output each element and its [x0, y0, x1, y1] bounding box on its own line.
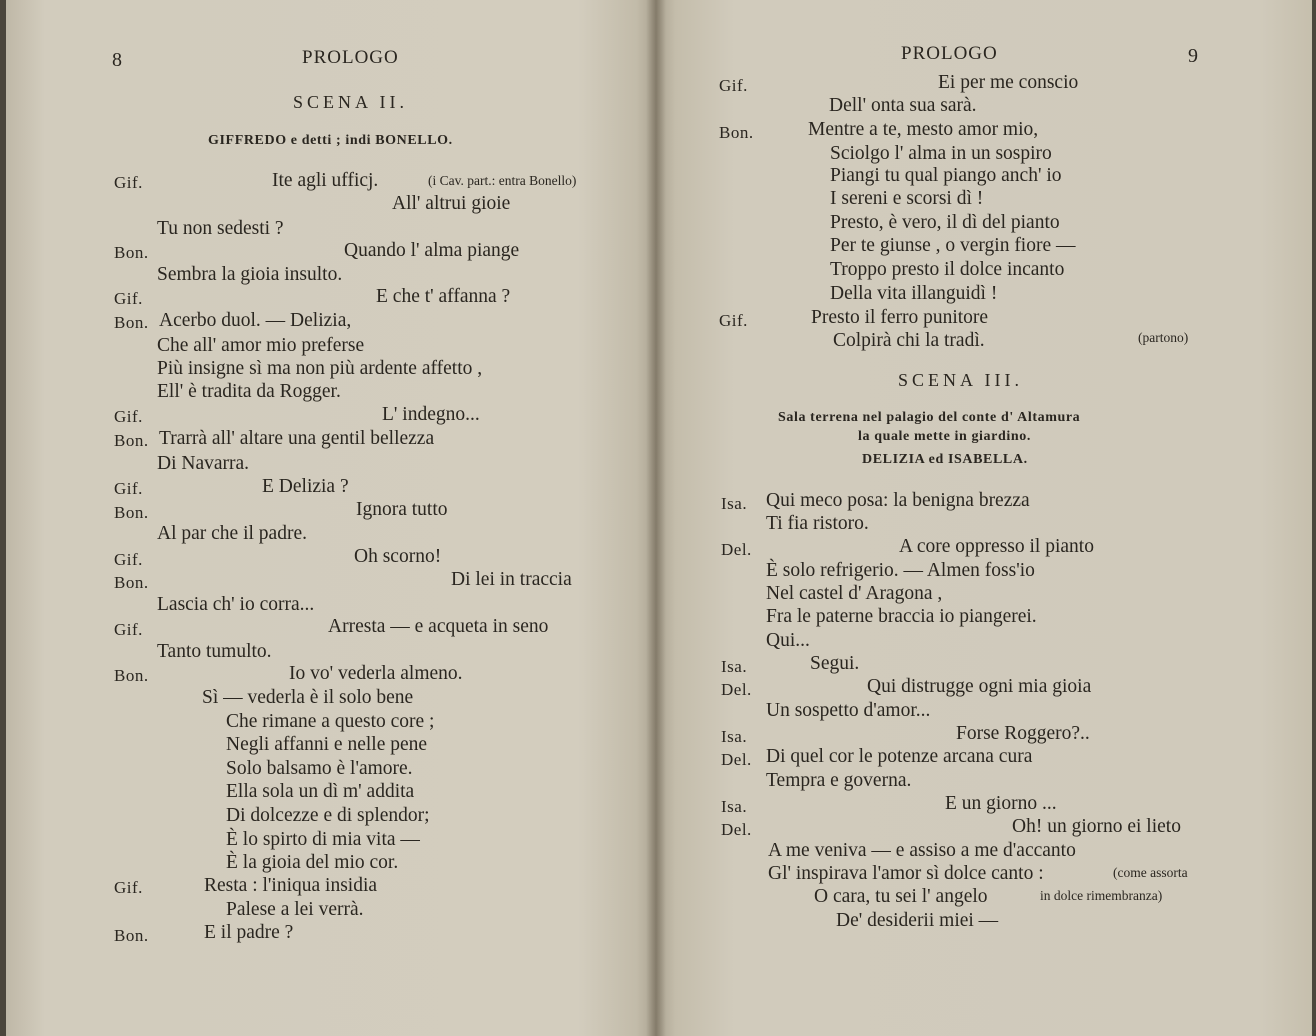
- verse-line: Trarrà all' altare una gentil bellezza: [159, 428, 435, 449]
- verse-line: Più insigne sì ma non più ardente affetto ,: [157, 358, 483, 379]
- speaker: Bon.: [719, 123, 754, 142]
- verse-line: Qui...: [766, 630, 810, 651]
- verse-line: Nel castel d' Aragona ,: [766, 583, 943, 604]
- speaker: Isa.: [721, 797, 748, 816]
- verse-line: Forse Roggero?..: [956, 723, 1090, 744]
- verse-line: Troppo presto il dolce incanto: [830, 259, 1065, 280]
- speaker: Gif.: [114, 407, 143, 426]
- verse-line: Acerbo duol. — Delizia,: [159, 310, 352, 331]
- speaker: Gif.: [719, 311, 748, 330]
- characters-heading: GIFFREDO e detti ; indi BONELLO.: [208, 133, 453, 148]
- verse-line: Presto il ferro punitore: [811, 307, 989, 328]
- speaker: Gif.: [114, 289, 143, 308]
- speaker: Gif.: [114, 550, 143, 569]
- scene-title: SCENA II.: [293, 92, 409, 112]
- verse-line: A core oppresso il pianto: [899, 536, 1094, 557]
- setting-line: la quale mette in giardino.: [858, 429, 1031, 444]
- verse-line: Della vita illanguidì !: [830, 283, 998, 304]
- verse-line: Negli affanni e nelle pene: [226, 734, 428, 755]
- verse-line: Tu non sedesti ?: [157, 218, 284, 239]
- verse-line: Qui distrugge ogni mia gioia: [867, 676, 1092, 697]
- verse-line: Di Navarra.: [157, 453, 250, 474]
- verse-line: Solo balsamo è l'amore.: [226, 758, 413, 779]
- speaker: Gif.: [719, 76, 748, 95]
- verse-line: Gl' inspirava l'amor sì dolce canto :: [768, 863, 1044, 884]
- verse-line: L' indegno...: [382, 404, 480, 425]
- verse-line: Che rimane a questo core ;: [226, 711, 435, 732]
- verse-line: Ite agli ufficj.: [272, 170, 379, 191]
- verse-line: È la gioia del mio cor.: [226, 852, 399, 873]
- setting-line: Sala terrena nel palagio del conte d' Altamura: [778, 410, 1081, 425]
- verse-line: I sereni e scorsi dì !: [830, 188, 984, 209]
- speaker: Del.: [721, 820, 752, 839]
- verse-line: Io vo' vederla almeno.: [289, 663, 463, 684]
- verse-line: Lascia ch' io corra...: [157, 594, 315, 615]
- speaker: Gif.: [114, 878, 143, 897]
- speaker: Gif.: [114, 479, 143, 498]
- speaker: Gif.: [114, 620, 143, 639]
- left-page: [6, 0, 656, 1036]
- verse-line: A me veniva — e assiso a me d'accanto: [768, 840, 1076, 861]
- page-number: 8: [112, 49, 122, 71]
- verse-line: Oh! un giorno ei lieto: [1012, 816, 1181, 837]
- speaker: Isa.: [721, 657, 748, 676]
- speaker: Del.: [721, 540, 752, 559]
- verse-line: Sciolgo l' alma in un sospiro: [830, 143, 1052, 164]
- right-page: [656, 0, 1312, 1036]
- verse-line: Di dolcezze e di splendor;: [226, 805, 430, 826]
- stage-direction: (i Cav. part.: entra Bonello): [428, 173, 577, 188]
- verse-line: Fra le paterne braccia io piangerei.: [766, 606, 1037, 627]
- speaker: Bon.: [114, 431, 149, 450]
- verse-line: Tanto tumulto.: [157, 641, 272, 662]
- verse-line: Colpirà chi la tradì.: [833, 330, 985, 351]
- book-gutter: [646, 0, 666, 1036]
- verse-line: Palese a lei verrà.: [226, 899, 364, 920]
- verse-line: Arresta — e acqueta in seno: [328, 616, 549, 637]
- verse-line: Per te giunse , o vergin fiore —: [830, 235, 1076, 256]
- verse-line: Qui meco posa: la benigna brezza: [766, 490, 1030, 511]
- verse-line: Tempra e governa.: [766, 770, 912, 791]
- verse-line: Quando l' alma piange: [344, 240, 520, 261]
- verse-line: Ignora tutto: [356, 499, 448, 520]
- verse-line: E il padre ?: [204, 922, 294, 943]
- verse-line: Di lei in traccia: [451, 569, 572, 590]
- characters-heading: DELIZIA ed ISABELLA.: [862, 452, 1028, 467]
- verse-line: Dell' onta sua sarà.: [829, 95, 977, 116]
- verse-line: Oh scorno!: [354, 546, 442, 567]
- speaker: Del.: [721, 680, 752, 699]
- running-head: PROLOGO: [302, 47, 399, 68]
- verse-line: Sì — vederla è il solo bene: [202, 687, 414, 708]
- speaker: Bon.: [114, 573, 149, 592]
- speaker: Bon.: [114, 313, 149, 332]
- speaker: Del.: [721, 750, 752, 769]
- verse-line: All' altrui gioie: [392, 193, 511, 214]
- running-head: PROLOGO: [901, 43, 998, 64]
- verse-line: Un sospetto d'amor...: [766, 700, 931, 721]
- speaker: Isa.: [721, 727, 748, 746]
- verse-line: Che all' amor mio preferse: [157, 335, 365, 356]
- page-number: 9: [1188, 45, 1198, 67]
- verse-line: Sembra la gioia insulto.: [157, 264, 343, 285]
- verse-line: Segui.: [810, 653, 860, 674]
- verse-line: E Delizia ?: [262, 476, 349, 497]
- speaker: Bon.: [114, 243, 149, 262]
- verse-line: Ell' è tradita da Rogger.: [157, 381, 341, 402]
- verse-line: E che t' affanna ?: [376, 286, 511, 307]
- verse-line: O cara, tu sei l' angelo: [814, 886, 988, 907]
- verse-line: Piangi tu qual piango anch' io: [830, 165, 1062, 186]
- verse-line: De' desiderii miei —: [836, 910, 999, 931]
- speaker: Bon.: [114, 926, 149, 945]
- verse-line: È lo spirto di mia vita —: [226, 829, 420, 850]
- verse-line: Ella sola un dì m' addita: [226, 781, 415, 802]
- speaker: Bon.: [114, 503, 149, 522]
- verse-line: E un giorno ...: [945, 793, 1057, 814]
- verse-line: Di quel cor le potenze arcana cura: [766, 746, 1033, 767]
- verse-line: Mentre a te, mesto amor mio,: [808, 119, 1039, 140]
- stage-direction: (partono): [1138, 330, 1189, 345]
- verse-line: È solo refrigerio. — Almen foss'io: [766, 560, 1035, 581]
- verse-line: Resta : l'iniqua insidia: [204, 875, 378, 896]
- verse-line: Al par che il padre.: [157, 523, 307, 544]
- verse-line: Presto, è vero, il dì del pianto: [830, 212, 1060, 233]
- speaker: Gif.: [114, 173, 143, 192]
- speaker: Bon.: [114, 666, 149, 685]
- speaker: Isa.: [721, 494, 748, 513]
- verse-line: Ti fia ristoro.: [766, 513, 869, 534]
- verse-line: Ei per me conscio: [938, 72, 1079, 93]
- stage-direction: (come assorta: [1113, 865, 1188, 880]
- stage-direction: in dolce rimembranza): [1040, 888, 1163, 903]
- scene-title: SCENA III.: [898, 370, 1023, 390]
